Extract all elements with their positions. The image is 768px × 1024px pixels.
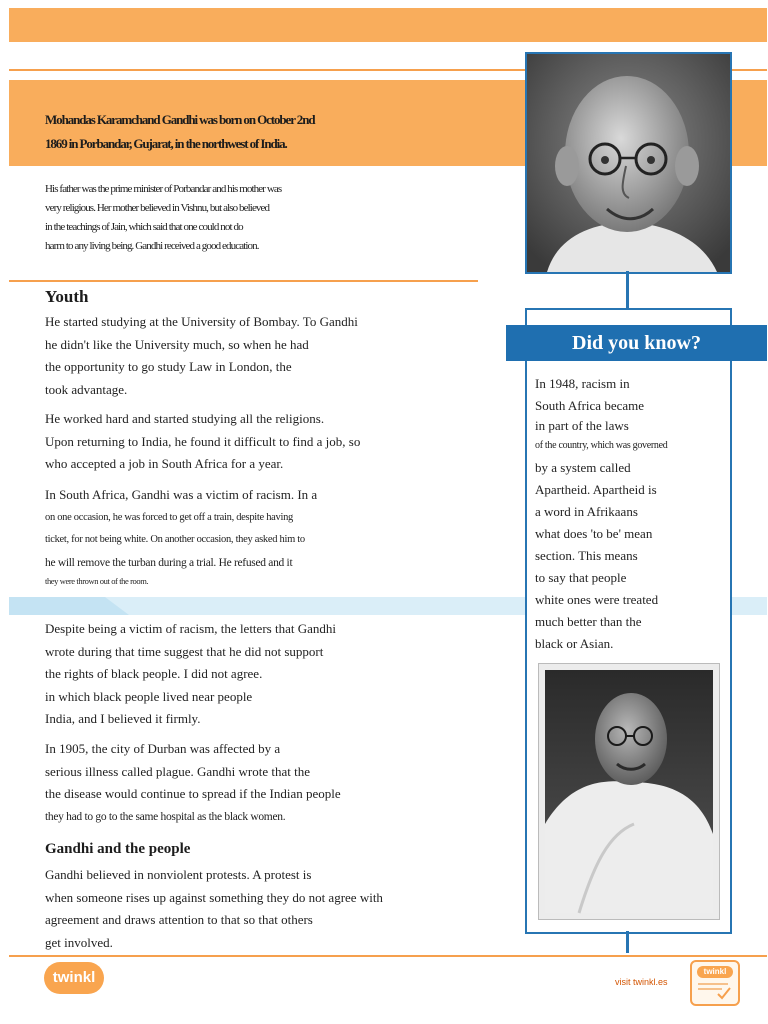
text-line: who accepted a job in South Africa for a year. bbox=[45, 456, 284, 471]
text-line: Despite being a victim of racism, the letters that Gandhi bbox=[45, 621, 336, 636]
text-line: when someone rises up against something they do not agree with bbox=[45, 889, 383, 905]
second-photo-frame bbox=[538, 663, 720, 920]
racism-paragraph-1 bbox=[45, 618, 475, 731]
portrait-photo-frame bbox=[525, 52, 732, 274]
gandhi-photo-image bbox=[539, 664, 719, 919]
text-line: they were thrown out of the room. bbox=[45, 576, 149, 586]
text-line: a word in Afrikaans bbox=[535, 504, 638, 519]
text-line: serious illness called plague. Gandhi wrote that the bbox=[45, 763, 310, 779]
youth-paragraph-3 bbox=[45, 484, 465, 588]
text-line: In 1905, the city of Durban was affected by a bbox=[45, 741, 281, 756]
text-line: he will remove the turban during a trial. He refused and it bbox=[45, 556, 293, 569]
intro-title bbox=[45, 108, 515, 156]
text-line: black or Asian. bbox=[535, 636, 614, 651]
twinkl-logo bbox=[44, 962, 104, 994]
connector-line-top bbox=[626, 271, 629, 308]
text-line: section. This means bbox=[535, 548, 638, 563]
footer-rule bbox=[9, 955, 767, 957]
text-line: he didn't like the University much, so when he had bbox=[45, 336, 309, 352]
text-line: of the country, which was governed bbox=[535, 440, 668, 451]
people-heading: Gandhi and the people bbox=[45, 841, 191, 857]
text-line: the rights of black people. I did not agree. bbox=[45, 666, 263, 681]
text-line: took advantage. bbox=[45, 381, 128, 397]
intro-body-line: His father was the prime minister of Porbandar and his mother was bbox=[45, 183, 282, 195]
connector-line-bottom bbox=[626, 931, 629, 953]
twinkl-logo-text: twinkl bbox=[52, 969, 96, 986]
text-line: In 1948, racism in bbox=[535, 376, 630, 391]
text-line: He started studying at the University of Bombay. To Gandhi bbox=[45, 314, 358, 329]
text-line: much better than the bbox=[535, 614, 642, 629]
text-line: to say that people bbox=[535, 570, 627, 585]
did-you-know-banner: Did you know? bbox=[506, 325, 767, 361]
text-line: get involved. bbox=[45, 934, 113, 950]
text-line: Gandhi believed in nonviolent protests. A protest is bbox=[45, 867, 312, 882]
text-line: what does 'to be' mean bbox=[535, 526, 653, 541]
youth-heading: Youth bbox=[45, 287, 89, 306]
youth-paragraph-1 bbox=[45, 311, 465, 401]
intro-title-line: Mohandas Karamchand Gandhi was born on October 2nd bbox=[45, 112, 315, 127]
did-you-know-text bbox=[535, 373, 720, 655]
people-paragraph bbox=[45, 864, 475, 954]
text-line: wrote during that time suggest that he did not support bbox=[45, 643, 324, 659]
text-line: He worked hard and started studying all the religions. bbox=[45, 411, 325, 426]
top-orange-band bbox=[9, 8, 767, 42]
text-line: South Africa became bbox=[535, 398, 645, 413]
text-line: in which black people lived near people bbox=[45, 688, 253, 704]
text-line: white ones were treated bbox=[535, 592, 659, 607]
twinkl-badge-text: twinkl bbox=[697, 966, 733, 978]
youth-paragraph-2 bbox=[45, 408, 465, 476]
text-line: in part of the laws bbox=[535, 418, 629, 433]
gandhi-portrait-image bbox=[527, 54, 730, 272]
text-line: the disease would continue to spread if the Indian people bbox=[45, 786, 341, 801]
intro-divider bbox=[9, 280, 478, 282]
intro-title-line: 1869 in Porbandar, Gujarat, in the northwest of India. bbox=[45, 136, 287, 151]
section-band-chevron bbox=[9, 597, 149, 615]
racism-paragraph-2 bbox=[45, 738, 475, 828]
intro-body-line: harm to any living being. Gandhi received a good education. bbox=[45, 240, 259, 252]
intro-body bbox=[45, 180, 475, 256]
text-line: In South Africa, Gandhi was a victim of racism. In a bbox=[45, 487, 318, 502]
text-line: India, and I believed it firmly. bbox=[45, 711, 201, 726]
text-line: agreement and draws attention to that so that others bbox=[45, 912, 313, 927]
text-line: ticket, for not being white. On another occasion, they asked him to bbox=[45, 534, 305, 545]
badge-check-icon bbox=[692, 980, 734, 1002]
text-line: by a system called bbox=[535, 460, 631, 475]
intro-body-line: in the teachings of Jain, which said that one could not do bbox=[45, 221, 243, 233]
text-line: they had to go to the same hospital as the black women. bbox=[45, 810, 286, 823]
intro-body-line: very religious. Her mother believed in Vishnu, but also believed bbox=[45, 202, 270, 214]
text-line: Apartheid. Apartheid is bbox=[535, 482, 657, 497]
text-line: on one occasion, he was forced to get off a train, despite having bbox=[45, 511, 293, 523]
twinkl-badge bbox=[690, 960, 740, 1006]
text-line: Upon returning to India, he found it difficult to find a job, so bbox=[45, 433, 361, 449]
footer-link[interactable]: visit twinkl.es bbox=[615, 977, 668, 987]
text-line: the opportunity to go study Law in London, the bbox=[45, 359, 292, 374]
